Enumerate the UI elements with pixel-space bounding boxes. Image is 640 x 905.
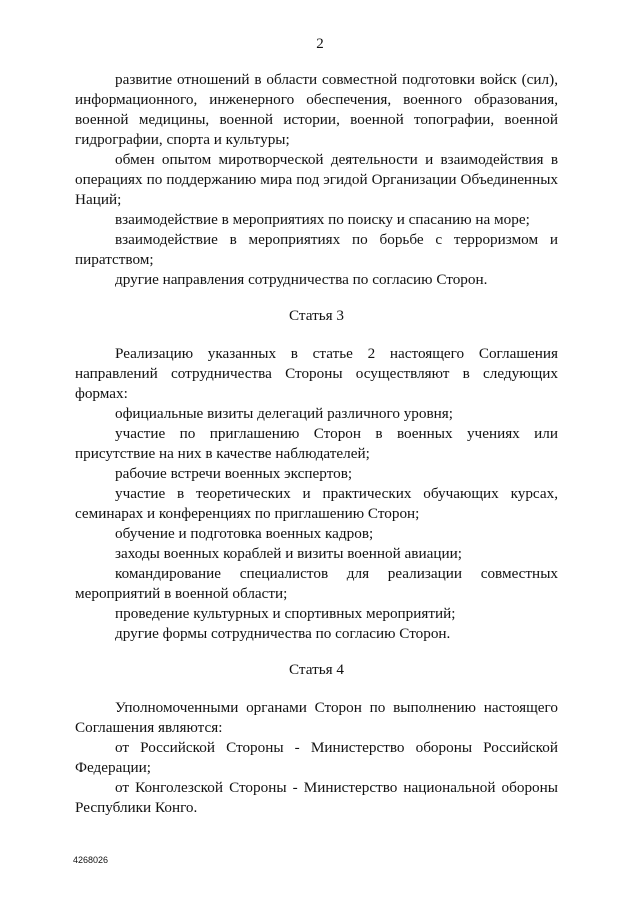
document-code: 4268026 xyxy=(73,855,109,865)
intro-section xyxy=(75,70,558,290)
paragraph: взаимодействие в мероприятиях по поиску и спасанию на море; xyxy=(115,211,530,228)
paragraph: Реализацию указанных в статье 2 настоящего Соглашения направлений сотрудничества Стороны осуществляют в следующих формах: xyxy=(75,345,558,402)
paragraph: развитие отношений в области совместной подготовки войск (сил), информационного, инженерного обеспечения, военного образования, военной медицины, военной истории, военной топографии, военной гидрографии, спорта и культуры; xyxy=(75,71,558,148)
paragraph: официальные визиты делегаций различного уровня; xyxy=(115,405,453,422)
paragraph: обучение и подготовка военных кадров; xyxy=(115,525,374,542)
paragraph: рабочие встречи военных экспертов; xyxy=(115,465,353,482)
paragraph: Уполномоченными органами Сторон по выполнению настоящего Соглашения являются: xyxy=(75,699,558,736)
article-3-section xyxy=(75,306,558,644)
paragraph: командирование специалистов для реализации совместных мероприятий в военной области; xyxy=(75,565,558,602)
article-3-title: Статья 3 xyxy=(288,307,345,324)
paragraph: от Российской Стороны - Министерство обороны Российской Федерации; xyxy=(75,739,558,776)
paragraph: проведение культурных и спортивных мероприятий; xyxy=(115,605,456,622)
paragraph: заходы военных кораблей и визиты военной авиации; xyxy=(115,545,462,562)
page-number: 2 xyxy=(316,36,324,52)
paragraph: участие по приглашению Сторон в военных учениях или присутствие на них в качестве наблюдателей; xyxy=(75,425,558,462)
paragraph: обмен опытом миротворческой деятельности и взаимодействия в операциях по поддержанию мира под эгидой Организации Объединенных Наций; xyxy=(75,151,558,208)
paragraph: взаимодействие в мероприятиях по борьбе с терроризмом и пиратством; xyxy=(75,231,558,268)
article-4-section xyxy=(75,660,558,818)
paragraph: другие направления сотрудничества по согласию Сторон. xyxy=(115,271,488,288)
document-body xyxy=(75,70,558,818)
article-4-title: Статья 4 xyxy=(288,661,345,678)
paragraph: другие формы сотрудничества по согласию Сторон. xyxy=(115,625,451,642)
paragraph: участие в теоретических и практических обучающих курсах, семинарах и конференциях по приглашению Сторон; xyxy=(75,485,558,522)
paragraph: от Конголезской Стороны - Министерство национальной обороны Республики Конго. xyxy=(75,779,558,816)
